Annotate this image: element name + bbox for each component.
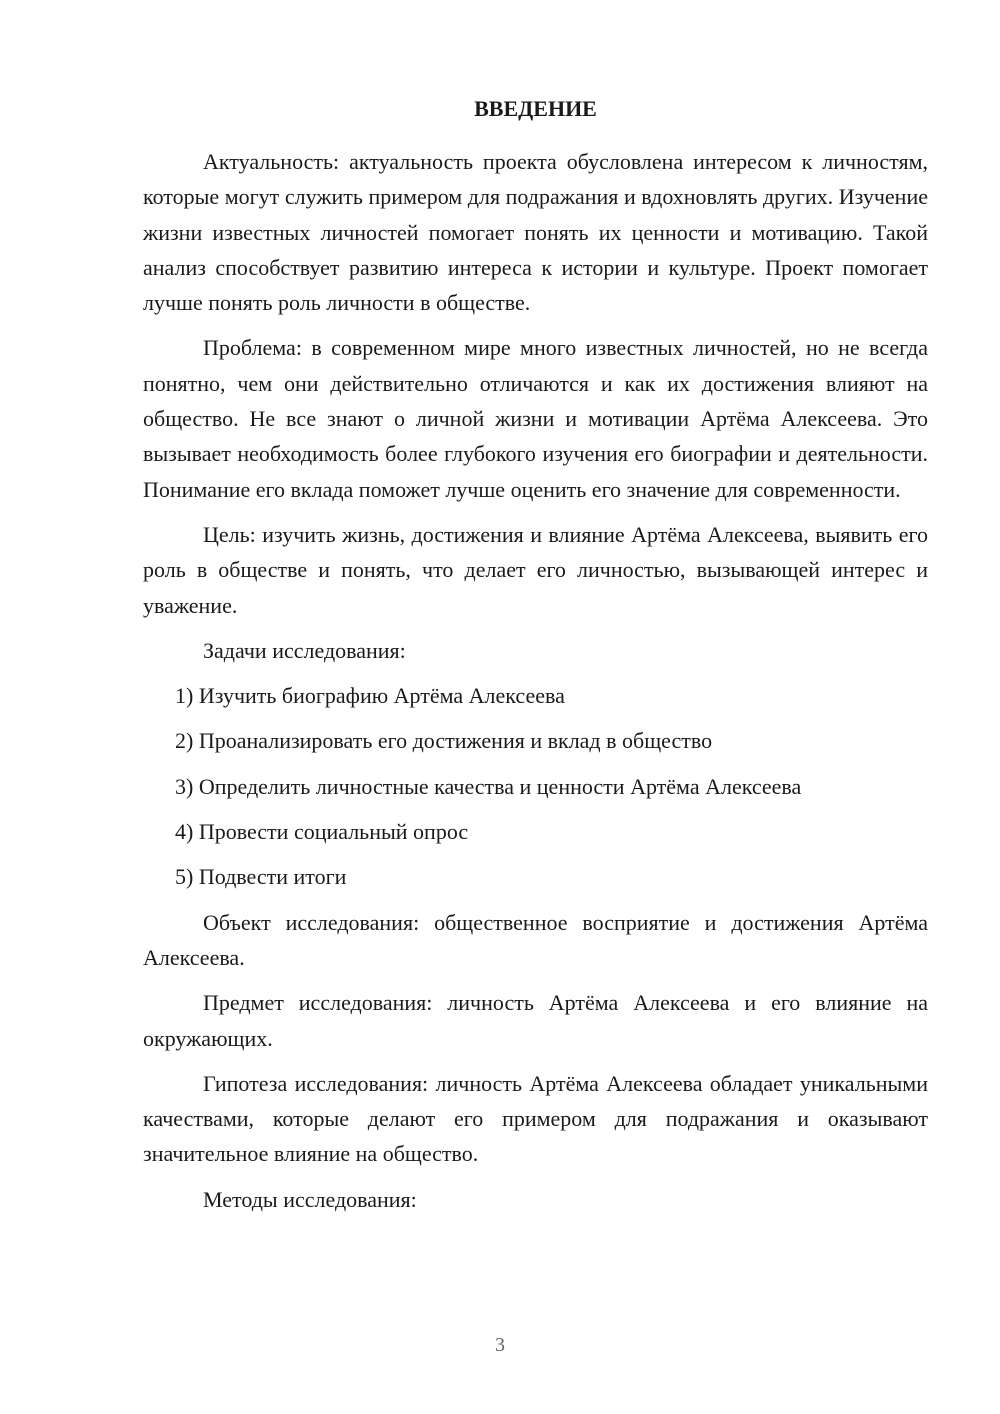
section-title: ВВЕДЕНИЕ (474, 96, 597, 121)
list-item: 1) Изучить биографию Артёма Алексеева (175, 683, 565, 709)
tasks-list (143, 678, 928, 894)
document-page (143, 94, 928, 1227)
methods-heading: Методы исследования: (203, 1186, 417, 1212)
relevance-paragraph: Актуальность: актуальность проекта обусловлена интересом к личностям, которые могут служить примером для подражания и вдохновлять других. Изучение жизни известных личностей помогает понять их ценности и мотивацию. Такой анализ способствует развитию интереса к истории и культуре. Проект помогает лучше понять роль личности в обществе. (143, 149, 928, 316)
problem-paragraph: Проблема: в современном мире много известных личностей, но не всегда понятно, чем они действительно отличаются и как их достижения влияют на общество. Не все знают о личной жизни и мотивации Артёма Алексеева. Это вызывает необходимость более глубокого изучения его биографии и деятельности. Понимание его вклада поможет лучше оценить его значение для современности. (143, 335, 928, 502)
list-item: 2) Проанализировать его достижения и вклад в общество (175, 728, 713, 754)
page-number: 3 (495, 1334, 505, 1356)
subject-paragraph: Предмет исследования: личность Артёма Алексеева и его влияние на окружающих. (143, 990, 928, 1051)
list-item: 5) Подвести итоги (175, 864, 347, 890)
list-item: 4) Провести социальный опрос (175, 819, 469, 845)
object-paragraph: Объект исследования: общественное восприятие и достижения Артёма Алексеева. (143, 909, 928, 970)
list-item: 3) Определить личностные качества и ценности Артёма Алексеева (175, 773, 802, 799)
hypothesis-paragraph: Гипотеза исследования: личность Артёма Алексеева обладает уникальными качествами, которые делают его примером для подражания и оказывают значительное влияние на общество. (143, 1070, 928, 1167)
goal-paragraph: Цель: изучить жизнь, достижения и влияние Артёма Алексеева, выявить его роль в обществе и понять, что делает его личностью, вызывающей интерес и уважение. (143, 521, 928, 618)
tasks-heading: Задачи исследования: (203, 637, 406, 663)
